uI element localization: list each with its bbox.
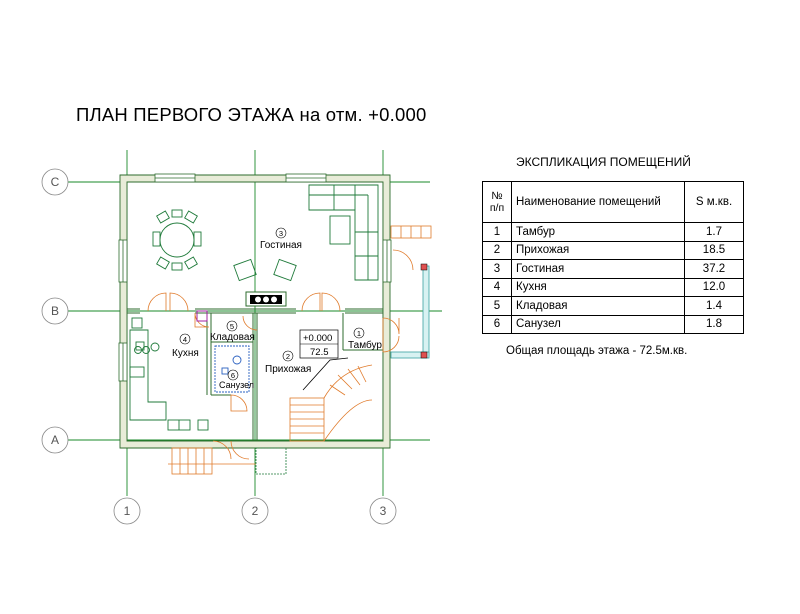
table-header-row: [483, 182, 744, 223]
room-label-4: [172, 334, 199, 359]
cell-name: Санузел: [512, 315, 685, 334]
svg-text:+0.000: +0.000: [303, 333, 333, 344]
svg-text:Тамбур: Тамбур: [348, 340, 382, 351]
axis-label-2: 2: [251, 504, 259, 518]
svg-text:2: 2: [285, 352, 291, 361]
cell-number: 4: [483, 278, 512, 297]
total-area-note: Общая площадь этажа - 72.5м.кв.: [506, 345, 688, 357]
cell-number: 6: [483, 315, 512, 334]
explication-title: ЭКСПЛИКАЦИЯ ПОМЕЩЕНИЙ: [516, 155, 691, 169]
cell-area: 1.7: [685, 223, 744, 242]
doors: [148, 293, 399, 459]
cell-number: 2: [483, 241, 512, 260]
axis-label-1: 1: [123, 504, 131, 518]
fireplace: [246, 292, 286, 306]
cell-area: 18.5: [685, 241, 744, 260]
explication-table: [482, 181, 744, 334]
svg-text:Кладовая: Кладовая: [210, 332, 255, 343]
side-glazing: [391, 226, 431, 358]
furniture: [130, 185, 378, 430]
axis-label-3: 3: [379, 504, 387, 518]
cell-number: 5: [483, 297, 512, 316]
table-row: [483, 315, 744, 334]
svg-text:3: 3: [278, 229, 284, 238]
level-mark: [300, 330, 338, 358]
axis-label-a: A: [50, 433, 60, 447]
cell-area: 1.8: [685, 315, 744, 334]
svg-text:4: 4: [182, 335, 188, 344]
col-header-number: № п/п: [483, 182, 512, 223]
cell-number: 1: [483, 223, 512, 242]
cell-area: 1.4: [685, 297, 744, 316]
table-row: [483, 223, 744, 242]
axis-label-b: B: [50, 304, 60, 318]
axis-label-c: C: [50, 175, 60, 189]
svg-text:Кухня: Кухня: [172, 348, 199, 359]
svg-text:1: 1: [356, 329, 362, 338]
col-header-name: Наименование помещений: [512, 182, 685, 223]
table-row: [483, 241, 744, 260]
cell-name: Гостиная: [512, 260, 685, 279]
room-label-1: [348, 328, 382, 351]
cell-area: 37.2: [685, 260, 744, 279]
table-row: [483, 260, 744, 279]
svg-text:5: 5: [229, 322, 235, 331]
svg-text:72.5: 72.5: [310, 347, 329, 358]
page-title: ПЛАН ПЕРВОГО ЭТАЖА на отм. +0.000: [76, 104, 427, 125]
cell-number: 3: [483, 260, 512, 279]
porch: [168, 448, 286, 474]
svg-text:Гостиная: Гостиная: [260, 240, 302, 251]
col-header-area: S м.кв.: [685, 182, 744, 223]
cell-name: Тамбур: [512, 223, 685, 242]
table-row: [483, 278, 744, 297]
table-row: [483, 297, 744, 316]
dining-table: [160, 223, 194, 257]
cell-area: 12.0: [685, 278, 744, 297]
cell-name: Кладовая: [512, 297, 685, 316]
svg-text:6: 6: [230, 371, 236, 380]
room-label-5: [210, 321, 255, 343]
room-label-3: [260, 228, 302, 251]
cell-name: Прихожая: [512, 241, 685, 260]
cell-name: Кухня: [512, 278, 685, 297]
svg-text:Санузел: Санузел: [219, 380, 255, 390]
svg-text:Прихожая: Прихожая: [265, 364, 312, 375]
